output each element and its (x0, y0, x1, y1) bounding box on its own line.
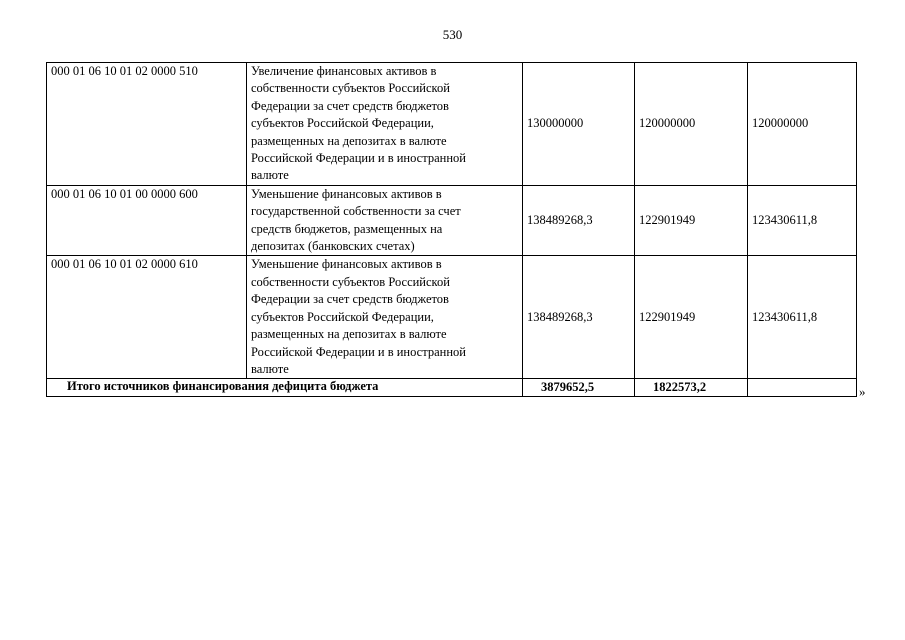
financing-sources-table (46, 62, 857, 397)
table-row (47, 256, 857, 379)
source-name-cell: Уменьшение финансовых активов в государственной собственности за счет средств бюджетов, размещенных на депозитах (банковских счетах) (247, 185, 523, 256)
budget-code-cell: 000 01 06 10 01 00 0000 600 (47, 185, 247, 256)
amount-cell-2: 122901949 (635, 256, 748, 379)
amount-cell-1: 138489268,3 (523, 185, 635, 256)
total-label: Итого источников финансирования дефицита бюджета (47, 379, 523, 397)
amount-cell-2: 120000000 (635, 63, 748, 186)
total-amount-1: 3879652,5 (523, 379, 635, 397)
amount-cell-2: 122901949 (635, 185, 748, 256)
amount-cell-3: 120000000 (748, 63, 857, 186)
amount-cell-3: 123430611,8 (748, 185, 857, 256)
source-name-cell: Увеличение финансовых активов в собственности субъектов Российской Федерации за счет средств бюджетов субъектов Российской Федерации, размещенных на депозитах в валюте Российской Федерации и в иностранной валюте (247, 63, 523, 186)
amount-cell-1: 138489268,3 (523, 256, 635, 379)
total-row (47, 379, 857, 397)
source-name-cell: Уменьшение финансовых активов в собственности субъектов Российской Федерации за счет средств бюджетов субъектов Российской Федерации, размещенных на депозитах в валюте Российской Федерации и в иностранной валюте (247, 256, 523, 379)
page-number: 530 (442, 27, 463, 42)
table-row (47, 185, 857, 256)
amount-cell-3: 123430611,8 (748, 256, 857, 379)
total-amount-3 (748, 379, 857, 397)
table-row (47, 63, 857, 186)
budget-code-cell: 000 01 06 10 01 02 0000 510 (47, 63, 247, 186)
total-amount-2: 1822573,2 (635, 379, 748, 397)
closing-quote: » (859, 384, 866, 399)
budget-code-cell: 000 01 06 10 01 02 0000 610 (47, 256, 247, 379)
amount-cell-1: 130000000 (523, 63, 635, 186)
